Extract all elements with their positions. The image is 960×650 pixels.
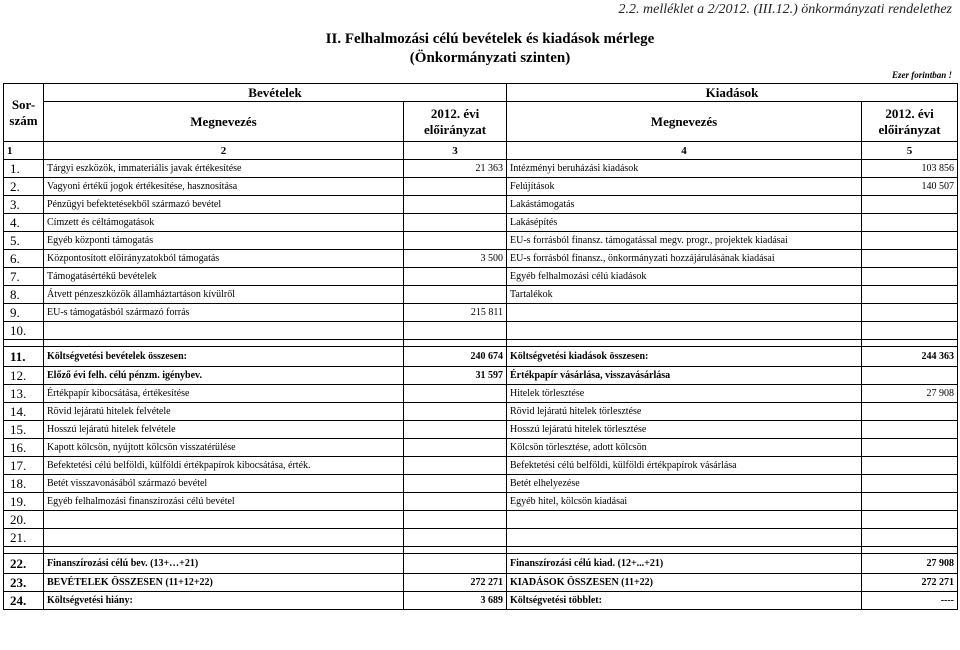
- spacer-cell: [862, 340, 958, 347]
- expense-value: [862, 232, 958, 250]
- expense-name: EU-s forrásból finansz. támogatással megv. progr., projektek kiadásai: [507, 232, 862, 250]
- expenses-header: Kiadások: [507, 84, 958, 102]
- col-num: 4: [507, 142, 862, 160]
- annex-reference: 2.2. melléklet a 2/2012. (III.12.) önkormányzati rendelethez: [618, 2, 952, 17]
- revenue-value: 215 811: [404, 304, 507, 322]
- table-row: [4, 385, 958, 403]
- revenue-value: [404, 554, 507, 574]
- row-number: 19.: [4, 493, 44, 511]
- spacer-row: [4, 547, 958, 554]
- expense-value: [862, 250, 958, 268]
- table-row: [4, 322, 958, 340]
- revenue-name: Egyéb központi támogatás: [44, 232, 404, 250]
- revenue-value: [404, 268, 507, 286]
- revenue-name: Betét visszavonásából származó bevétel: [44, 475, 404, 493]
- table-row: [4, 160, 958, 178]
- row-number: 20.: [4, 511, 44, 529]
- expense-name: Hitelek törlesztése: [507, 385, 862, 403]
- expense-name: Költségvetési kiadások összesen:: [507, 347, 862, 367]
- table-row: [4, 214, 958, 232]
- revenue-name: Vagyoni értékű jogok értékesítése, hasznosítása: [44, 178, 404, 196]
- table-row: [4, 347, 958, 367]
- revenue-name: Címzett és céltámogatások: [44, 214, 404, 232]
- expense-value: [862, 196, 958, 214]
- expense-name: Finanszírozási célú kiad. (12+...+21): [507, 554, 862, 574]
- expense-name: EU-s forrásból finansz., önkormányzati hozzájárulásának kiadásai: [507, 250, 862, 268]
- expense-name: Értékpapír vásárlása, visszavásárlása: [507, 367, 862, 385]
- expense-name: [507, 322, 862, 340]
- revenue-value: [404, 475, 507, 493]
- revenue-name: Kapott kölcsön, nyújtott kölcsön visszatérülése: [44, 439, 404, 457]
- revenue-value: [404, 421, 507, 439]
- col-num: 3: [404, 142, 507, 160]
- revenue-value: [404, 178, 507, 196]
- col-num: 1: [4, 142, 44, 160]
- revenue-value: [404, 214, 507, 232]
- expense-name: Kölcsön törlesztése, adott kölcsön: [507, 439, 862, 457]
- table-row: [4, 511, 958, 529]
- expense-name: Betét elhelyezése: [507, 475, 862, 493]
- row-number: 9.: [4, 304, 44, 322]
- balance-table: [3, 83, 958, 610]
- spacer-cell: [4, 547, 44, 554]
- spacer-cell: [404, 547, 507, 554]
- unit-note: Ezer forintban !: [891, 70, 952, 80]
- spacer-cell: [44, 340, 404, 347]
- revenue-value: 240 674: [404, 347, 507, 367]
- expense-value: [862, 439, 958, 457]
- expense-value: [862, 367, 958, 385]
- revenue-name: Költségvetési hiány:: [44, 592, 404, 610]
- row-number: 18.: [4, 475, 44, 493]
- revenue-value: [404, 457, 507, 475]
- expense-value: [862, 511, 958, 529]
- table-row: [4, 304, 958, 322]
- revenue-value: [404, 511, 507, 529]
- table-row: [4, 457, 958, 475]
- table-row: [4, 574, 958, 592]
- revenue-name: Értékpapír kibocsátása, értékesítése: [44, 385, 404, 403]
- spacer-cell: [507, 547, 862, 554]
- row-number: 6.: [4, 250, 44, 268]
- expense-name: Hosszú lejáratú hitelek törlesztése: [507, 421, 862, 439]
- title-line-1: II. Felhalmozási célú bevételek és kiadások mérlege: [325, 31, 655, 47]
- expense-name: Egyéb felhalmozási célú kiadások: [507, 268, 862, 286]
- exp-plan-header: 2012. évi előirányzat: [862, 102, 958, 142]
- table-row: [4, 421, 958, 439]
- col-num: 2: [44, 142, 404, 160]
- table-row: [4, 232, 958, 250]
- expense-value: [862, 529, 958, 547]
- expense-name: [507, 511, 862, 529]
- revenue-name: Rövid lejáratú hitelek felvétele: [44, 403, 404, 421]
- row-number: 15.: [4, 421, 44, 439]
- expense-value: 244 363: [862, 347, 958, 367]
- table-row: [4, 250, 958, 268]
- expense-name: Tartalékok: [507, 286, 862, 304]
- row-number: 1.: [4, 160, 44, 178]
- revenue-value: [404, 529, 507, 547]
- revenue-name: Előző évi felh. célú pénzm. igénybev.: [44, 367, 404, 385]
- expense-value: ----: [862, 592, 958, 610]
- revenue-name: [44, 529, 404, 547]
- header-row-2: [4, 102, 958, 142]
- row-number: 7.: [4, 268, 44, 286]
- expense-value: [862, 421, 958, 439]
- revenue-name: EU-s támogatásból származó forrás: [44, 304, 404, 322]
- rev-name-header: Megnevezés: [44, 102, 404, 142]
- expense-value: [862, 403, 958, 421]
- spacer-cell: [4, 340, 44, 347]
- row-number: 10.: [4, 322, 44, 340]
- revenue-value: 3 689: [404, 592, 507, 610]
- spacer-cell: [404, 340, 507, 347]
- expense-value: [862, 304, 958, 322]
- expense-value: [862, 214, 958, 232]
- expense-value: 272 271: [862, 574, 958, 592]
- row-number: 21.: [4, 529, 44, 547]
- expense-name: Lakástámogatás: [507, 196, 862, 214]
- expense-name: Felújítások: [507, 178, 862, 196]
- row-number: 13.: [4, 385, 44, 403]
- expense-value: 140 507: [862, 178, 958, 196]
- revenue-name: [44, 322, 404, 340]
- revenue-name: Átvett pénzeszközök államháztartáson kívülről: [44, 286, 404, 304]
- table-row: [4, 178, 958, 196]
- revenue-value: [404, 196, 507, 214]
- revenue-name: [44, 511, 404, 529]
- expense-name: Egyéb hitel, kölcsön kiadásai: [507, 493, 862, 511]
- expense-name: KIADÁSOK ÖSSZESEN (11+22): [507, 574, 862, 592]
- revenue-value: [404, 439, 507, 457]
- table-row: [4, 592, 958, 610]
- expense-value: [862, 493, 958, 511]
- revenue-name: Hosszú lejáratú hitelek felvétele: [44, 421, 404, 439]
- row-number: 24.: [4, 592, 44, 610]
- table-row: [4, 196, 958, 214]
- revenue-value: 272 271: [404, 574, 507, 592]
- expense-name: [507, 304, 862, 322]
- row-number: 22.: [4, 554, 44, 574]
- expense-value: [862, 475, 958, 493]
- expense-name: Lakásépítés: [507, 214, 862, 232]
- revenue-value: [404, 322, 507, 340]
- sorszam-header: Sor- szám: [4, 84, 44, 142]
- page-title: [300, 30, 680, 68]
- expense-name: Intézményi beruházási kiadások: [507, 160, 862, 178]
- row-number: 8.: [4, 286, 44, 304]
- expense-name: Rövid lejáratú hitelek törlesztése: [507, 403, 862, 421]
- table-row: [4, 268, 958, 286]
- expense-name: Költségvetési többlet:: [507, 592, 862, 610]
- revenue-name: Finanszírozási célú bev. (13+…+21): [44, 554, 404, 574]
- row-number: 17.: [4, 457, 44, 475]
- expense-name: Befektetési célú belföldi, külföldi értékpapírok vásárlása: [507, 457, 862, 475]
- revenue-value: [404, 493, 507, 511]
- table-row: [4, 439, 958, 457]
- exp-name-header: Megnevezés: [507, 102, 862, 142]
- revenue-value: 3 500: [404, 250, 507, 268]
- row-number: 2.: [4, 178, 44, 196]
- revenues-header: Bevételek: [44, 84, 507, 102]
- expense-value: 27 908: [862, 385, 958, 403]
- revenue-name: Tárgyi eszközök, immateriális javak értékesítése: [44, 160, 404, 178]
- table-row: [4, 403, 958, 421]
- revenue-name: Befektetési célú belföldi, külföldi értékpapírok kibocsátása, érték.: [44, 457, 404, 475]
- expense-value: [862, 268, 958, 286]
- spacer-cell: [44, 547, 404, 554]
- table-row: [4, 367, 958, 385]
- table-row: [4, 286, 958, 304]
- spacer-row: [4, 340, 958, 347]
- row-number: 16.: [4, 439, 44, 457]
- revenue-value: [404, 232, 507, 250]
- revenue-value: [404, 403, 507, 421]
- row-number: 5.: [4, 232, 44, 250]
- row-number: 11.: [4, 347, 44, 367]
- revenue-value: [404, 385, 507, 403]
- spacer-cell: [862, 547, 958, 554]
- revenue-name: Támogatásértékű bevételek: [44, 268, 404, 286]
- row-number: 3.: [4, 196, 44, 214]
- row-number: 14.: [4, 403, 44, 421]
- table-row: [4, 475, 958, 493]
- revenue-name: Költségvetési bevételek összesen:: [44, 347, 404, 367]
- spacer-cell: [507, 340, 862, 347]
- expense-value: [862, 286, 958, 304]
- revenue-value: 21 363: [404, 160, 507, 178]
- expense-name: [507, 529, 862, 547]
- expense-value: 103 856: [862, 160, 958, 178]
- revenue-name: Pénzügyi befektetésekből származó bevétel: [44, 196, 404, 214]
- revenue-value: 31 597: [404, 367, 507, 385]
- table-row: [4, 529, 958, 547]
- revenue-name: Egyéb felhalmozási finanszírozási célú bevétel: [44, 493, 404, 511]
- header-row-1: [4, 84, 958, 102]
- column-number-row: [4, 142, 958, 160]
- table-row: [4, 493, 958, 511]
- row-number: 23.: [4, 574, 44, 592]
- table-row: [4, 554, 958, 574]
- expense-value: [862, 457, 958, 475]
- revenue-name: BEVÉTELEK ÖSSZESEN (11+12+22): [44, 574, 404, 592]
- revenue-name: Központosított előirányzatokból támogatás: [44, 250, 404, 268]
- title-line-2: (Önkormányzati szinten): [409, 50, 571, 66]
- expense-value: [862, 322, 958, 340]
- revenue-value: [404, 286, 507, 304]
- row-number: 4.: [4, 214, 44, 232]
- row-number: 12.: [4, 367, 44, 385]
- expense-value: 27 908: [862, 554, 958, 574]
- rev-plan-header: 2012. évi előirányzat: [404, 102, 507, 142]
- col-num: 5: [862, 142, 958, 160]
